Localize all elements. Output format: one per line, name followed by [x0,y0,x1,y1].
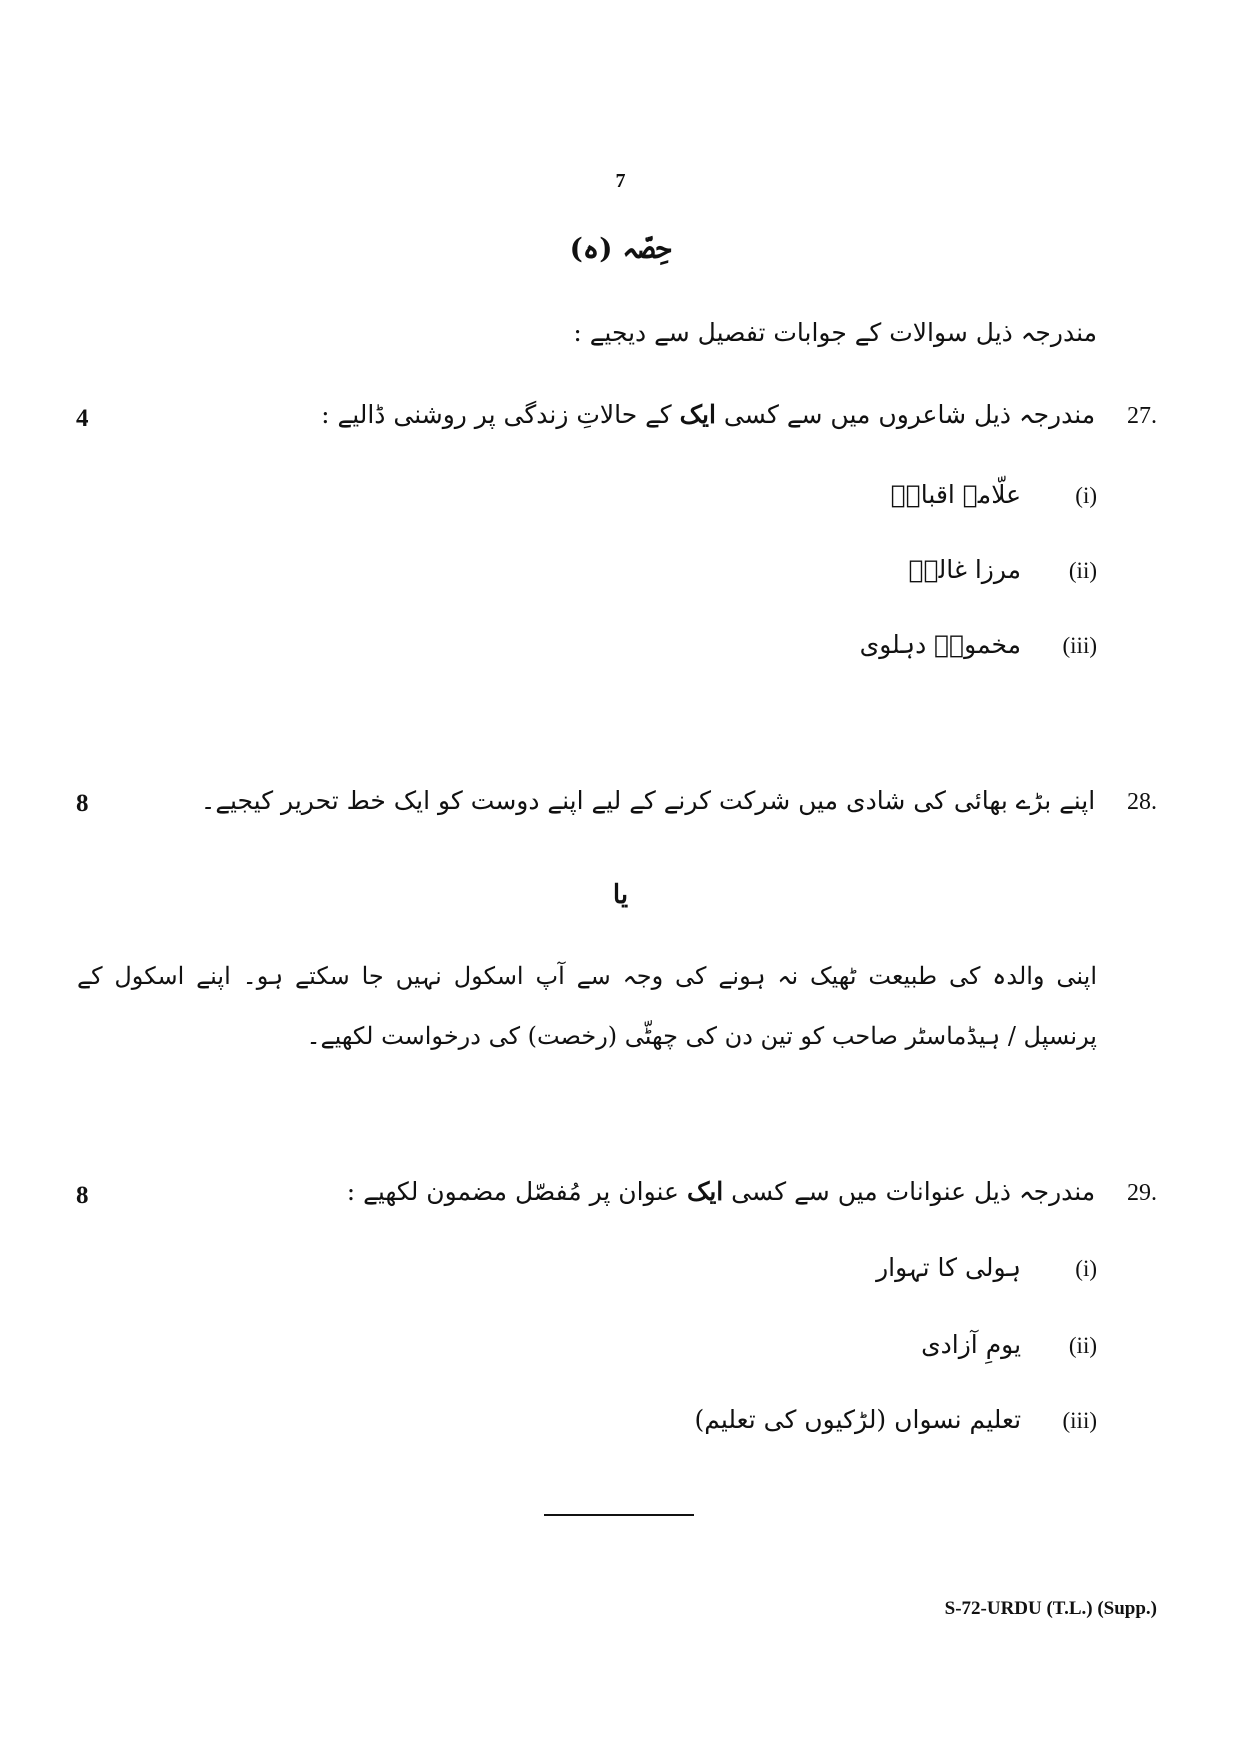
question-29-marks: 8 [76,1182,89,1209]
option-text: یومِ آزادی [921,1330,1022,1359]
question-29-option [921,1330,1097,1359]
option-numeral: (ii) [1068,1333,1097,1358]
option-text: مخمورؔ دہلوی [859,630,1022,659]
footer-code: S-72-URDU (T.L.) (Supp.) [944,1598,1157,1619]
option-numeral: (i) [1075,1256,1097,1281]
question-27-marks: 4 [76,405,89,432]
question-emphasis: ایک [686,1177,724,1206]
question-text-part: مندرجہ ذیل شاعروں میں سے کسی [723,400,1096,429]
question-number: 27. [1127,403,1157,429]
question-number: 28. [1127,789,1157,815]
question-text-part: مندرجہ ذیل عنوانات میں سے کسی [731,1177,1096,1206]
question-27 [321,400,1157,430]
question-text: اپنے بڑے بھائی کی شادی میں شرکت کرنے کے لیے اپنے دوست کو ایک خط تحریر کیجیے۔ [200,786,1096,815]
page-number: 7 [615,170,626,192]
option-text: تعلیم نسواں (لڑکیوں کی تعلیم) [694,1405,1022,1434]
question-28-alternative: اپنی والدہ کی طبیعت ٹھیک نہ ہونے کی وجہ سے آپ اسکول نہیں جا سکتے ہو۔ اپنے اسکول کے پرنسپل / ہیڈماسٹر صاحب کو تین دن کی چھٹّی (رخصت) کی درخواست لکھیے۔ [77,962,1097,1050]
question-27-option [860,630,1097,659]
or-label: یا [612,880,629,910]
option-text: مرزا غالبؔ [908,555,1022,584]
option-numeral: (i) [1075,483,1097,508]
option-text: علّامہ اقبالؔ [890,480,1022,509]
option-numeral: (iii) [1062,1408,1097,1433]
question-emphasis: ایک [679,400,716,429]
question-28-marks: 8 [76,790,89,817]
question-29 [347,1177,1157,1207]
section-title: حِصّہ (ہ) [569,232,672,265]
question-text-part: کے حالاتِ زندگی پر روشنی ڈالیے : [321,400,672,429]
end-divider [544,1514,694,1516]
option-text: ہولی کا تہوار [876,1253,1022,1282]
option-numeral: (iii) [1062,633,1097,658]
question-28 [201,786,1157,816]
question-text-part: عنوان پر مُفصّل مضمون لکھیے : [346,1177,679,1206]
question-27-option [891,480,1097,509]
question-27-option [909,555,1097,584]
section-instruction: مندرجہ ذیل سوالات کے جوابات تفصیل سے دیجیے : [573,318,1097,347]
question-number: 29. [1127,1180,1157,1206]
option-numeral: (ii) [1068,558,1097,583]
question-29-option [694,1405,1097,1434]
question-29-option [876,1253,1097,1282]
